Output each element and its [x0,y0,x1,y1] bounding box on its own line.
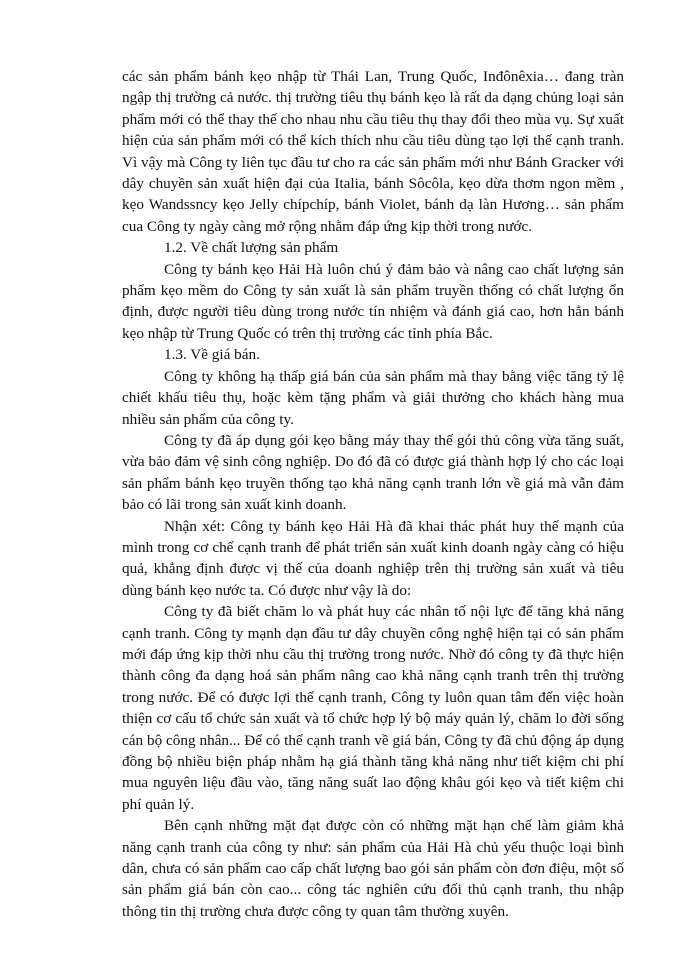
section-heading-1-2: 1.2. Về chất lượng sản phẩm [164,239,339,257]
paragraph-price-policy: Công ty không hạ thấp giá bán của sản phẩm mà thay bằng việc tăng tỷ lệ chiết khấu tiêu thụ, hoặc kèm tặng phẩm và giải thưởng cho khách hàng mua nhiều sản phẩm của công ty. [122,367,624,428]
paragraph-packaging: Công ty đã áp dụng gói kẹo bằng máy thay thế gói thủ công vừa tăng suất, vừa bảo đảm vệ sinh công nghiệp. Do đó đã có được giá thành hợp lý cho các loại sản phẩm bánh kẹo truyền thống tạo khả năng cạnh tranh lớn về giá mà vẫn đảm bảo có lãi trong sản xuất kinh doanh. [122,431,624,514]
paragraph-limitations: Bên cạnh những mặt đạt được còn có những mặt hạn chế làm giảm khả năng cạnh tranh của công ty như: sản phẩm của Hải Hà chủ yếu thuộc loại bình dân, chưa có sản phẩm cao cấp chất lượng bao gói sản phẩm còn đơn điệu, một số sản phẩm giá bán còn cao... công tác nghiên cứu đối thủ cạnh tranh, thu nhập thông tin thị trường chưa được công ty quan tâm thường xuyên. [122,817,624,920]
paragraph-quality: Công ty bánh kẹo Hải Hà luôn chú ý đảm bảo và nâng cao chất lượng sản phẩm kẹo mềm do Công ty sản xuất là sản phẩm truyền thống có chất lượng ổn định, được người tiêu dùng trong nước tín nhiệm và đánh giá cao, hơn hẳn bánh kẹo nhập từ Trung Quốc có trên thị trường các tỉnh phía Bắc. [122,260,624,342]
paragraph-remark: Nhận xét: Công ty bánh kẹo Hải Hà đã khai thác phát huy thế mạnh của mình trong cơ chế cạnh tranh để phát triển sản xuất kinh doanh ngày càng có hiệu quả, khẳng định được vị thế của doanh nghiệp trên thị trường sản xuất và tiêu dùng bánh kẹo nước ta. Có được như vậy là do: [122,517,624,599]
paragraph-intro: các sản phẩm bánh kẹo nhập từ Thái Lan, Trung Quốc, Inđônêxia… đang tràn ngập thị trường cả nước. thị trường tiêu thụ bánh kẹo là rất da dạng chủng loại sản phẩm mới có thể thay thế cho nhau nhu cầu tiêu thụ thay đổi theo mùa vụ. Sự xuất hiện của sản phẩm mới có thể kích thích nhu cầu tiêu dùng tạo lợi thế cạnh tranh. Vì vậy mà Công ty liên tục đầu tư cho ra các sản phẩm mới như Bánh Gracker với dây chuyền sản xuất hiện đại của Italia, bánh Sôcôla, kẹo dừa thơm ngon mềm , kẹo Wandssncy kẹo Jelly chípchíp, bánh Violet, bánh dạ làn Hương… sản phẩm cua Công ty ngày càng mở rộng nhằm đáp ứng kịp thời trong nước. [122,68,624,235]
document-page [122,66,624,922]
paragraph-internal-strength: Công ty đã biết chăm lo và phát huy các nhân tố nội lực để tăng khả năng cạnh tranh. Công ty mạnh dạn đầu tư dây chuyền công nghệ hiện tại có sản phẩm mới đáp ứng kịp thời nhu cầu thị trường trong nước. Nhờ đó công ty đã thực hiện thành công đa dạng hoá sản phẩm nâng cao khả năng cạnh tranh trên thị trường trong nước. Để có được lợi thế cạnh tranh, Công ty luôn quan tâm đến việc hoàn thiện cơ cấu tổ chức sản xuất và tổ chức hợp lý bộ máy quản lý, chăm lo đời sống cán bộ công nhân... Để có thế cạnh tranh về giá bán, Công ty đã chủ động áp dụng đồng bộ nhiều biện pháp nhằm hạ giá thành tăng khả năng như tiết kiệm chi phí mua nguyên liệu đầu vào, tăng năng suất lao động khâu gói kẹo và tiết kiệm chi phí quản lý. [122,603,624,813]
section-heading-1-3: 1.3. Về giá bán. [164,346,260,364]
